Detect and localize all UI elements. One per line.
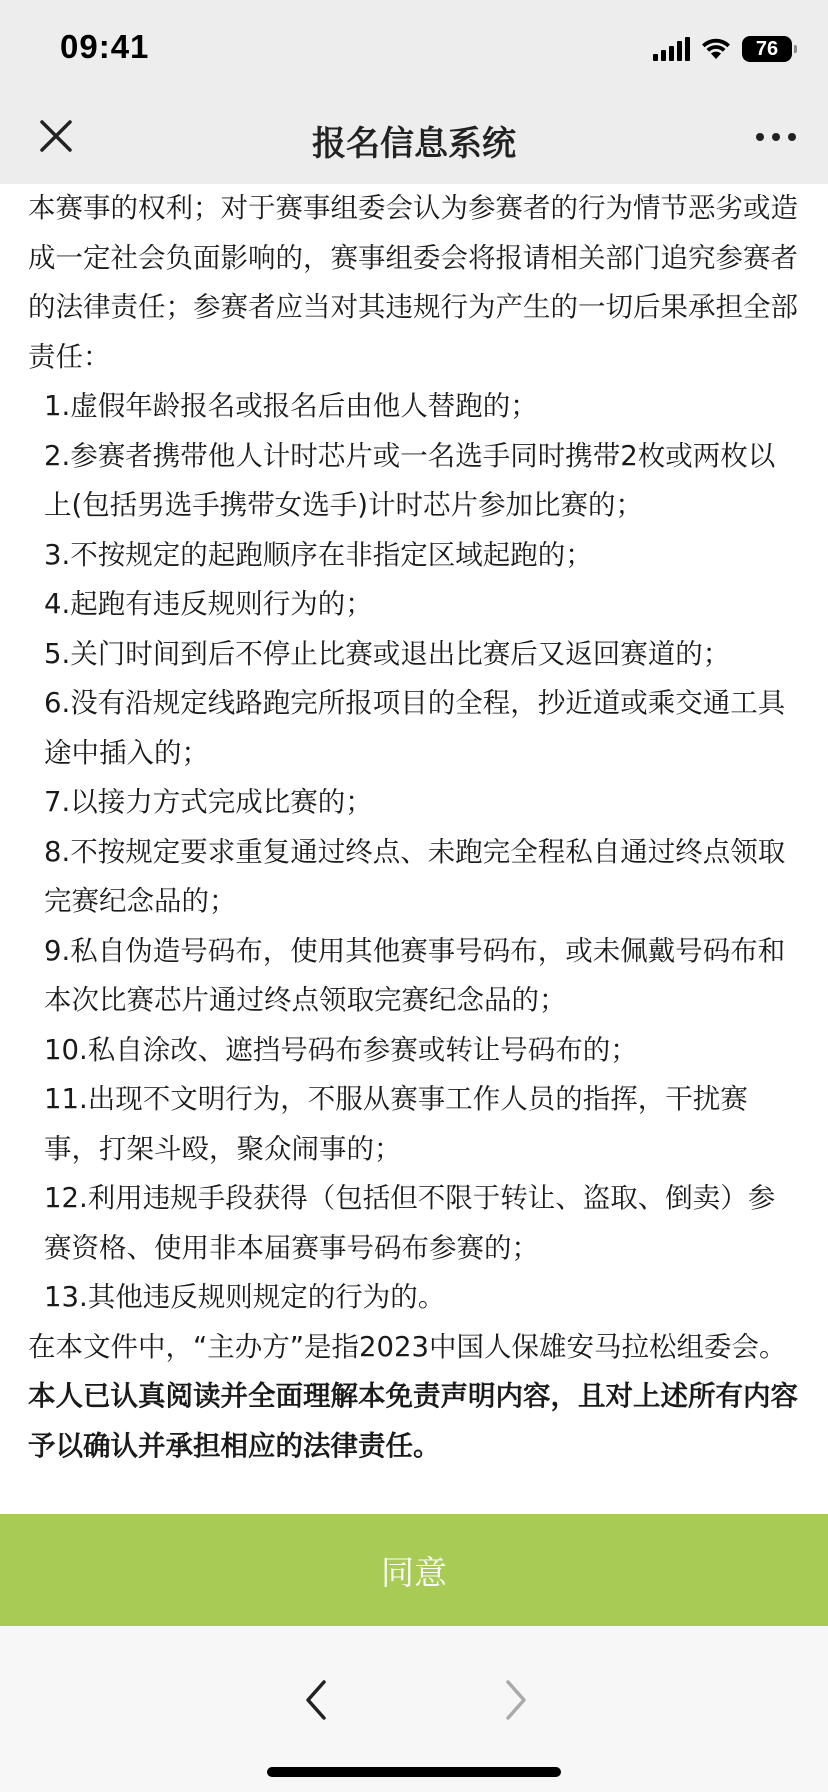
wifi-icon [700,37,732,61]
disclaimer-intro: 本赛事的权利；对于赛事组委会认为参赛者的行为情节恶劣或造成一定社会负面影响的，赛事组委会将报请相关部门追究参赛者的法律责任；参赛者应当对其违规行为产生的一切后果承担全部责任： [28,192,798,373]
organizer-definition: 在本文件中，“主办方”是指2023中国人保雄安马拉松组委会。 [28,1330,787,1363]
list-item: 12.利用违规手段获得（包括但不限于转让、盗取、倒卖）参赛资格、使用非本届赛事号码布参赛的； [44,1182,776,1264]
status-icons [653,32,792,66]
page-title: 报名信息系统 [312,124,516,164]
list-item: 6.没有沿规定线路跑完所报项目的全程，抄近道或乘交通工具途中插入的； [44,687,786,769]
agree-button[interactable]: 同意 [0,1514,828,1626]
confirmation-statement: 本人已认真阅读并全面理解本免责声明内容，且对上述所有内容予以确认并承担相应的法律责任。 [28,1380,798,1462]
status-bar [0,0,828,92]
list-item: 1.虚假年龄报名或报名后由他人替跑的； [44,390,538,422]
list-item: 11.出现不文明行为，不服从赛事工作人员的指挥，干扰赛事，打架斗殴，聚众闹事的； [44,1083,748,1165]
list-item: 13.其他违反规则规定的行为的。 [44,1281,446,1313]
list-item: 7.以接力方式完成比赛的； [44,786,373,818]
more-options-icon[interactable] [754,122,798,152]
list-item: 2.参赛者携带他人计时芯片或一名选手同时携带2枚或两枚以上(包括男选手携带女选手)计时芯片参加比赛的； [44,439,776,521]
disclaimer-content [28,184,800,1471]
home-indicator[interactable] [267,1767,561,1777]
list-item: 3.不按规定的起跑顺序在非指定区域起跑的； [44,538,593,571]
list-item: 8.不按规定要求重复通过终点、未跑完全程私自通过终点领取完赛纪念品的； [44,835,786,917]
forward-arrow-icon[interactable] [496,1674,536,1726]
list-item: 5.关门时间到后不停止比赛或退出比赛后又返回赛道的； [44,637,731,670]
back-arrow-icon[interactable] [296,1674,336,1726]
status-time: 09:41 [60,28,150,65]
battery-icon: 76 [742,36,792,62]
browser-toolbar [0,1626,828,1792]
list-item: 10.私自涂改、遮挡号码布参赛或转让号码布的； [44,1033,638,1066]
list-item: 4.起跑有违反规则行为的； [44,588,373,620]
cellular-signal-icon [653,37,690,61]
nav-bar [0,92,828,184]
list-item: 9.私自伪造号码布，使用其他赛事号码布，或未佩戴号码布和本次比赛芯片通过终点领取完赛纪念品的； [44,934,786,1016]
